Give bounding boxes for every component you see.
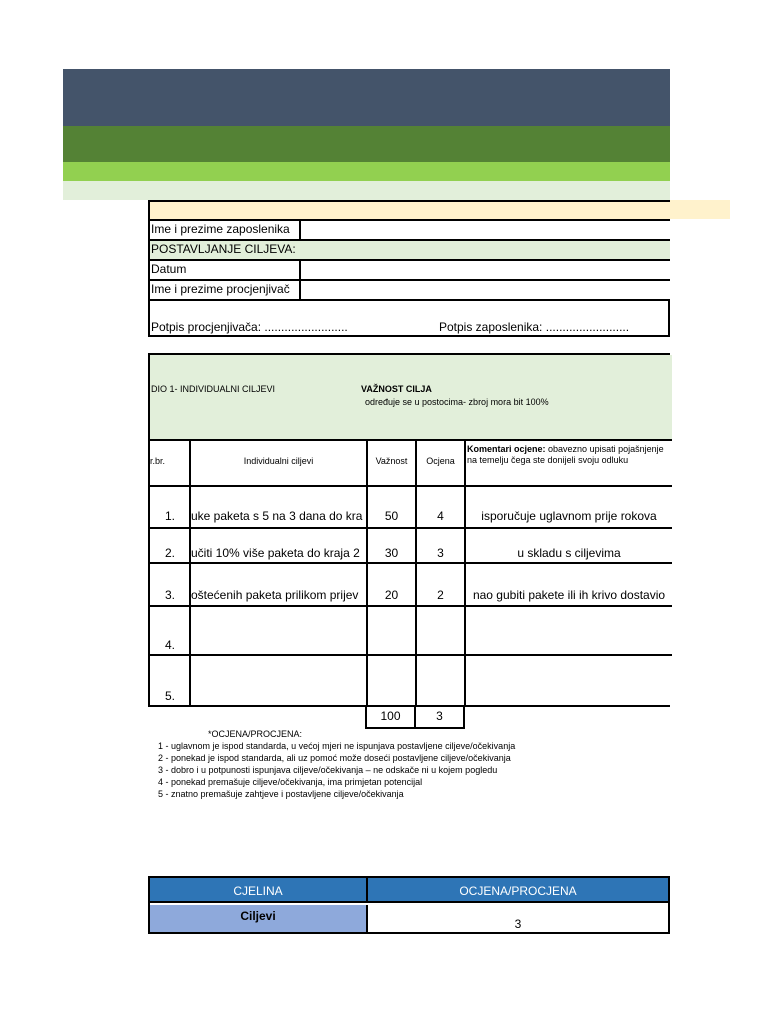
goal-setting-row <box>150 241 670 261</box>
legend-item: 1 - uglavnom je ispod standarda, u većoj mjeri ne ispunjava postavljene ciljeve/očekivanja <box>158 741 516 751</box>
banner-band-pale <box>63 181 670 200</box>
employee-signature: Potpis zaposlenika: ......................... <box>439 320 630 334</box>
goal-row-2-text[interactable]: učiti 10% više paketa do kraja 2 <box>191 546 360 560</box>
summary-row-value: 3 <box>514 917 522 931</box>
section-title: DIO 1- INDIVIDUALNI CILJEVI <box>151 384 276 394</box>
goal-row-2-comment[interactable]: u skladu s ciljevima <box>517 546 621 560</box>
goal-row-3-comment[interactable]: nao gubiti pakete ili ih krivo dostavio <box>472 588 666 602</box>
legend-item: 5 - znatno premašuje zahtjeve i postavljene ciljeve/očekivanja <box>158 789 404 799</box>
goal-row-1-rating[interactable]: 4 <box>437 509 444 523</box>
col-header-importance: Važnost <box>375 456 408 466</box>
goal-row-3-nr: 3. <box>164 588 175 602</box>
goals-table <box>148 353 670 707</box>
evaluator-signature: Potpis procjenjivača: ......................... <box>151 320 348 334</box>
evaluator-name-label: Ime i prezime procjenjivač <box>151 282 290 296</box>
date-field[interactable] <box>299 261 670 279</box>
evaluator-name-row <box>150 281 670 301</box>
goal-row-1-comment[interactable]: isporučuje uglavnom prije rokova <box>481 509 657 523</box>
peach-extension <box>670 200 730 219</box>
row-divider <box>150 527 672 529</box>
summary-col-cjelina: CJELINA <box>233 884 283 898</box>
legend-title: *OCJENA/PROCJENA: <box>208 729 303 739</box>
summary-col-ocjena: OCJENA/PROCJENA <box>459 884 577 898</box>
importance-title: VAŽNOST CILJA <box>361 384 432 394</box>
col-header-nr: r.br. <box>150 456 166 466</box>
comment-header-rest: obavezno upisati pojašnjenje na temelju čega ste donijeli svoju odluku <box>467 444 664 465</box>
total-importance: 100 <box>380 709 401 723</box>
goal-setting-label: POSTAVLJANJE CILJEVA: <box>151 242 296 256</box>
summary-header <box>150 878 668 903</box>
banner-band-green <box>63 126 670 162</box>
banner-band-dark <box>63 69 670 126</box>
rating-legend <box>158 728 628 800</box>
goals-header <box>150 355 672 441</box>
goal-row-2-rating[interactable]: 3 <box>437 546 444 560</box>
summary-table <box>148 876 670 934</box>
legend-item: 3 - dobro i u potpunosti ispunjava ciljeve/očekivanja – ne odskače ni u kojem pogledu <box>158 765 498 775</box>
summary-label-cell <box>150 905 366 932</box>
col-header-comment <box>467 444 672 466</box>
date-label: Datum <box>151 262 187 276</box>
banner-band-light-green <box>63 162 670 181</box>
goal-row-1-text[interactable]: uke paketa s 5 na 3 dana do kra <box>191 509 363 523</box>
goal-row-2-importance[interactable]: 30 <box>384 546 399 560</box>
employee-name-field[interactable] <box>299 221 670 239</box>
goal-row-2-nr: 2. <box>164 546 175 560</box>
totals-row <box>365 707 465 729</box>
legend-item: 4 - ponekad premašuje ciljeve/očekivanja, ima primjetan potencijal <box>158 777 423 787</box>
col-header-goal: Individualni ciljevi <box>243 456 314 466</box>
importance-note: određuje se u postocima- zbroj mora bit 100% <box>365 397 549 407</box>
row-divider <box>150 605 672 607</box>
goal-row-1-nr: 1. <box>164 509 175 523</box>
col-divider <box>464 439 466 707</box>
summary-row-label: Ciljevi <box>240 909 276 923</box>
legend-item: 2 - ponekad je ispod standarda, ali uz pomoć može doseći postavljene ciljeve/očekivanja <box>158 753 511 763</box>
employee-name-row <box>150 221 670 241</box>
comment-header-bold: Komentari ocjene: <box>467 444 546 454</box>
goal-row-5-nr: 5. <box>164 689 175 703</box>
col-header-rating: Ocjena <box>426 456 455 466</box>
row-divider <box>150 562 672 564</box>
goal-row-3-importance[interactable]: 20 <box>384 588 399 602</box>
employee-info-block <box>148 200 670 337</box>
employee-name-label: Ime i prezime zaposlenika <box>151 222 290 236</box>
row-divider <box>150 485 672 487</box>
row-divider <box>150 654 672 656</box>
info-header-row <box>150 202 670 221</box>
evaluator-name-field[interactable] <box>299 281 670 299</box>
col-divider <box>366 439 368 707</box>
goal-row-4-nr: 4. <box>164 638 175 652</box>
col-divider <box>415 439 417 707</box>
total-rating: 3 <box>436 709 443 723</box>
goal-row-3-text[interactable]: oštećenih paketa prilikom prijev <box>191 588 359 602</box>
goal-row-1-importance[interactable]: 50 <box>384 509 399 523</box>
col-divider <box>189 439 191 707</box>
date-row <box>150 261 670 281</box>
goal-row-3-rating[interactable]: 2 <box>437 588 444 602</box>
